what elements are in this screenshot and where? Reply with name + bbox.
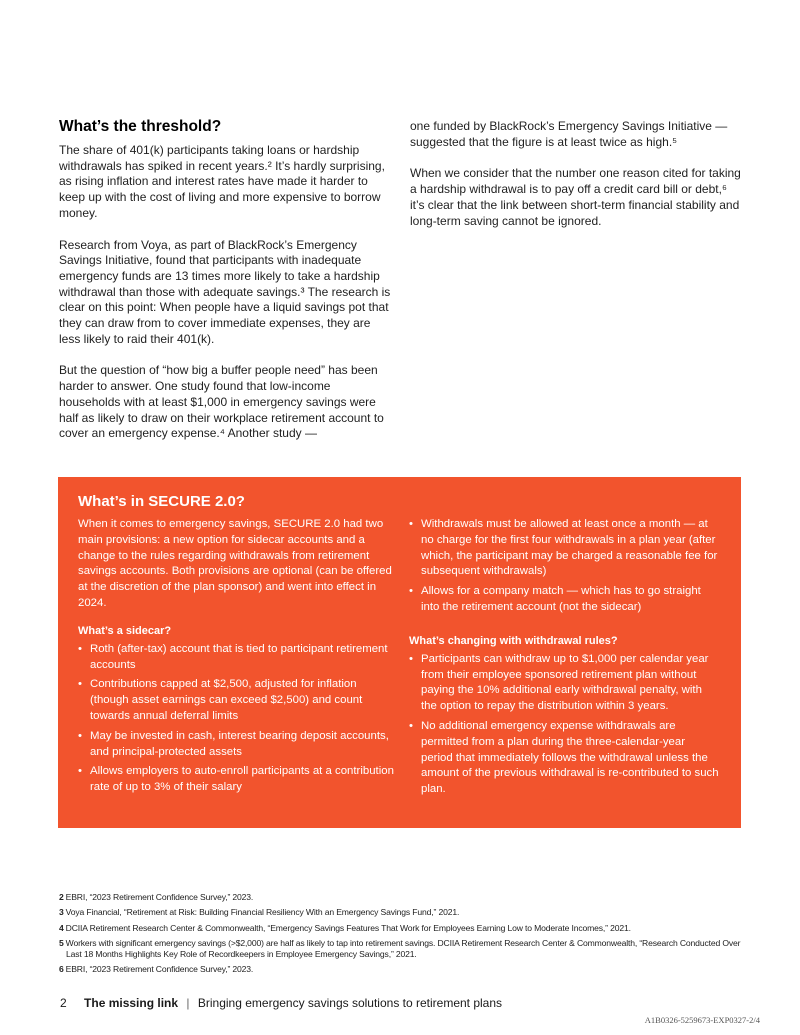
list-item: • Participants can withdraw up to $1,000 per calendar year from their employee sponsored retirement plan without paying the 10% additional early withdrawal penalty, with the option to repay the distribution within 3 years.: [409, 652, 709, 713]
list-item: • Withdrawals must be allowed at least once a month — at no charge for the first four withdrawals in a plan year (after which, the participant may be charged a reasonable fee for subsequent withdrawals): [409, 518, 718, 578]
list-item: • May be invested in cash, interest bearing deposit accounts, and principal-protected assets: [78, 729, 389, 758]
bullet-icon: •: [409, 585, 413, 598]
footnote: 2 EBRI, “2023 Retirement Confidence Survey,” 2023.: [59, 892, 254, 902]
list-item: • Allows for a company match — which has to go straight into the retirement account (not the sidecar): [409, 585, 701, 613]
page-number: 2: [60, 996, 67, 1010]
paragraph: The share of 401(k) participants taking loans or hardship withdrawals has spiked in recent years.² It’s hardly surprising, as rising inflation and interest rates have made it harder to keep up with the cost of living and more expensive to borrow money.: [59, 143, 385, 220]
bullet-icon: •: [409, 518, 413, 530]
sidecar-list: [78, 642, 396, 796]
document-subtitle: Bringing emergency savings solutions to retirement plans: [197, 996, 503, 1010]
list-item: • No additional emergency expense withdrawals are permitted from a plan during the three-calendar-year period that immediately follows the withdrawal unless the amount of the previous withdrawal is re-contributed to such plan.: [409, 719, 719, 796]
section-heading: What’s the threshold?: [59, 118, 222, 135]
paragraph: Research from Voya, as part of BlackRock’s Emergency Savings Initiative, found that participants with inadequate emergency funds are 13 times more likely to take a hardship withdrawal than those with adequate savings.³ The research is clear on this point: When people have a liquid savings pot that they can draw from to cover immediate expenses, they are less likely to raid their 401(k).: [59, 237, 391, 346]
sidecar-heading: What’s a sidecar?: [78, 624, 172, 637]
paragraph: When we consider that the number one reason cited for taking a hardship withdrawal is to pay off a credit card bill or debt,⁶ it’s clear that the link between short-term financial stability and long-term saving cannot be ignored.: [410, 166, 741, 228]
bullet-icon: •: [409, 719, 413, 732]
callout-intro: When it comes to emergency savings, SECURE 2.0 had two main provisions: a new option for sidecar accounts and a change to the rules regarding withdrawals from retirement savings accounts. Both provisions are optional (can be offered at the discretion of the plan sponsor) and went into effect in 2024.: [78, 518, 392, 609]
list-item: • Roth (after-tax) account that is tied to participant retirement accounts: [78, 642, 388, 671]
list-item: • Allows employers to auto-enroll participants at a contribution rate of up to 3% of their salary: [78, 765, 394, 794]
secure-callout-box: [58, 477, 741, 828]
withdrawal-heading: What’s changing with withdrawal rules?: [409, 634, 618, 647]
footnote: 4 DCIIA Retirement Research Center & Commonwealth, “Emergency Savings Features That Work for Employees Earning Low to Moderate Incomes,” 2021.: [59, 922, 631, 933]
sidecar-list-continued: [409, 517, 719, 616]
callout-title: What’s in SECURE 2.0?: [78, 493, 245, 510]
footer-separator: |: [186, 996, 190, 1010]
withdrawal-list: [409, 652, 719, 798]
footnote: 5 Workers with significant emergency savings (>$2,000) are half as likely to tap into retirement savings. DCIIA Retirement Research Center & Commonwealth, “Research Conducted Over Last 18 Months Highlights Key Role of Recordkeepers in Employee Emergency Savings,” 2021.: [59, 937, 741, 959]
bullet-icon: •: [78, 729, 82, 742]
left-column: [59, 117, 391, 458]
document-title: The missing link: [84, 996, 179, 1010]
paragraph: But the question of “how big a buffer people need” has been harder to answer. One study found that low-income households with at least $1,000 in emergency savings were half as likely to draw on their workplace retirement account to cover an emergency expense.⁴ Another study —: [59, 363, 384, 441]
page-footer: [60, 995, 502, 1011]
bullet-icon: •: [78, 765, 82, 778]
document-code: A1B0326-5259673-EXP0327-2/4: [644, 1015, 760, 1025]
paragraph: one funded by BlackRock’s Emergency Savings Initiative — suggested that the figure is at least twice as high.⁵: [410, 119, 728, 149]
footnotes: [59, 892, 749, 979]
footnote: 3 Voya Financial, “Retirement at Risk: Building Financial Resiliency With an Emergency Savings Fund,” 2021.: [59, 907, 460, 918]
bullet-icon: •: [78, 642, 82, 655]
callout-left-column: [78, 517, 396, 808]
list-item: • Contributions capped at $2,500, adjusted for inflation (though asset earnings can exceed $2,500) and count towards annual deferral limits: [78, 678, 363, 722]
callout-right-column: [409, 517, 719, 810]
footnote: 6 EBRI, “2023 Retirement Confidence Survey,” 2023.: [59, 963, 254, 974]
bullet-icon: •: [78, 678, 82, 691]
bullet-icon: •: [409, 652, 413, 665]
right-column: [410, 117, 742, 245]
